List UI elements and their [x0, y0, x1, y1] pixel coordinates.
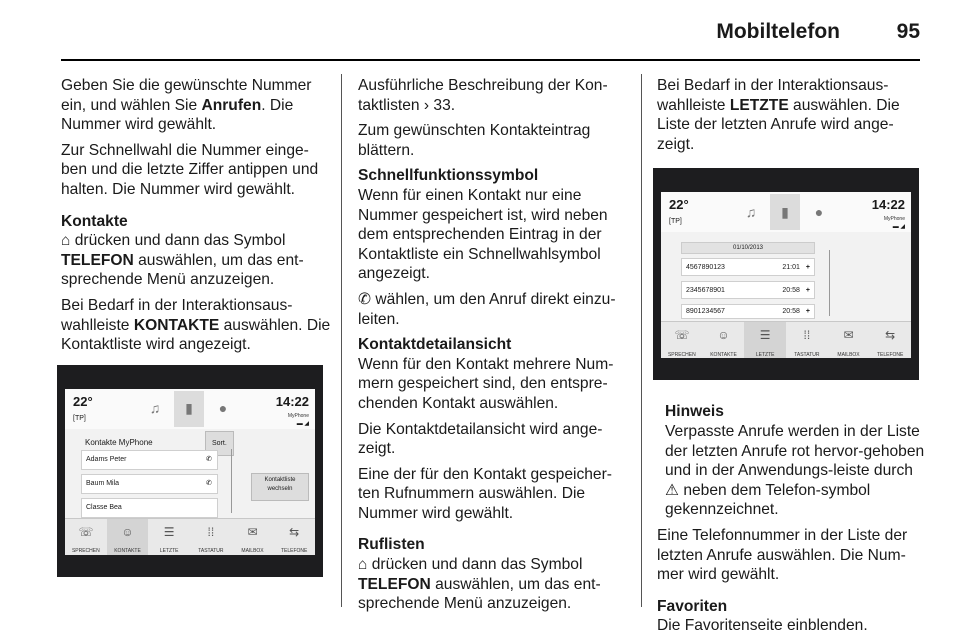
paragraph: ⌂ drücken und dann das Symbol TELEFON auswählen, um das ent-sprechende Menü anzuzeigen.	[358, 556, 601, 613]
tp-label: [TP]	[73, 414, 86, 422]
tab-telefone[interactable]: ⇆ TELEFONE	[876, 328, 904, 358]
scrollbar[interactable]	[829, 250, 830, 316]
warning-icon: ⚠	[665, 481, 679, 499]
screenshot-contacts	[57, 365, 323, 577]
add-icon[interactable]: +	[805, 263, 810, 271]
hint-text: Verpasste Anrufe werden in der Liste der letzten Anrufe rot hervor-gehoben und in der Anwendungs-leiste durch ⚠ neben dem Telefon-symbol gekennzeichnet.	[665, 422, 925, 519]
scrollbar[interactable]	[231, 449, 232, 513]
paragraph: Geben Sie die gewünschte Nummer ein, und wählen Sie Anrufen. Die Nummer wird gewählt.	[61, 77, 312, 134]
temperature: 22°	[669, 197, 689, 213]
phone-icon: ✆	[358, 290, 372, 308]
section-heading: Schnellfunktionssymbol	[358, 167, 539, 185]
phone-icon[interactable]: ✆	[206, 455, 212, 463]
paragraph: Eine Telefonnummer in der Liste der letzten Anrufe auswählen. Die Num-mer wird gewählt.	[657, 526, 908, 584]
tab-letzte[interactable]: ☰ LETZTE	[744, 322, 786, 358]
clock: 14:22	[275, 393, 309, 409]
sort-button[interactable]: Sort.	[205, 431, 234, 457]
tab-sprechen[interactable]: ☏ SPRECHEN	[71, 524, 100, 555]
section-heading-kontakte: Kontakte	[61, 212, 128, 230]
tab-mailbox[interactable]: ✉ MAILBOX	[837, 328, 860, 358]
tab-kontakte[interactable]: ☺ KONTAKTE	[710, 328, 737, 358]
paragraph: Wenn für den Kontakt mehrere Num-mern gespeichert sind, den entspre-chenden Kontakt auswählen.	[358, 355, 614, 412]
paragraph: Ausführliche Beschreibung der Kon-taktlisten › 33.	[358, 77, 608, 114]
phone-icon[interactable]: ▮	[770, 194, 800, 230]
list-item[interactable]: Baum Mila ✆	[81, 474, 218, 494]
paragraph: Eine der für den Kontakt gespeicher-ten Rufnummern auswählen. Die Nummer wird gewählt.	[358, 465, 612, 522]
battery-icon: ▬ ◢	[296, 420, 309, 427]
hint-box	[665, 402, 927, 520]
paragraph: ⌂ drücken und dann das Symbol TELEFON auswählen, um das ent-sprechende Menü anzuzeigen.	[61, 232, 304, 289]
audio-icon[interactable]: ♫	[745, 203, 757, 220]
tab-tastatur[interactable]: ⁞⁞ TASTATUR	[198, 524, 224, 555]
section-heading: Kontaktdetailansicht	[358, 336, 512, 354]
audio-icon[interactable]: ♫	[149, 399, 161, 416]
info-icon[interactable]: ●	[218, 399, 228, 416]
status-bar	[661, 192, 911, 232]
add-icon[interactable]: +	[805, 308, 810, 316]
switch-contact-list-button[interactable]: Kontaktliste wechseln	[251, 473, 309, 501]
date-header: 01/10/2013	[681, 242, 815, 254]
temperature: 22°	[73, 393, 93, 409]
interaction-bar	[661, 321, 911, 358]
paragraph: Die Favoritenseite einblenden.	[657, 617, 868, 635]
paragraph: Zur Schnellwahl die Nummer einge-ben und die letzte Ziffer antippen und halten. Die Nummer wird gewählt.	[61, 141, 319, 198]
home-icon: ⌂	[61, 232, 71, 250]
tab-kontakte[interactable]: ☺ KONTAKTE	[107, 519, 149, 555]
screenshot-recent-calls	[653, 168, 919, 380]
list-item[interactable]: 2345678901 20:58 +	[681, 281, 815, 299]
page-number: 95	[896, 20, 920, 43]
paragraph: ✆ wählen, um den Anruf direkt einzu-leiten.	[358, 290, 616, 328]
list-item[interactable]: 8901234567 20:58 +	[681, 304, 815, 319]
paragraph: Bei Bedarf in der Interaktionsaus-wahlleiste KONTAKTE auswählen. Die Kontaktliste wird angezeigt.	[61, 296, 331, 354]
page-running-title: Mobiltelefon	[716, 20, 840, 43]
status-bar	[65, 389, 315, 429]
list-title: Kontakte MyPhone	[85, 437, 153, 447]
hint-heading: Hinweis	[665, 403, 724, 421]
column-divider	[641, 74, 642, 607]
header-rule	[61, 59, 920, 61]
column-3	[657, 76, 927, 642]
column-1	[61, 76, 331, 577]
phone-icon[interactable]: ✆	[206, 479, 212, 487]
tab-mailbox[interactable]: ✉ MAILBOX	[241, 524, 264, 555]
section-heading: Ruflisten	[358, 536, 425, 554]
info-icon[interactable]: ●	[814, 203, 824, 220]
list-item[interactable]: 4567890123 21:01 +	[681, 258, 815, 276]
tab-letzte[interactable]: ☰ LETZTE	[159, 524, 179, 555]
interaction-bar	[65, 518, 315, 555]
list-item[interactable]: Adams Peter ✆	[81, 450, 218, 470]
section-heading-favoriten: Favoriten	[657, 597, 728, 615]
tab-telefone[interactable]: ⇆ TELEFONE	[280, 524, 308, 555]
add-icon[interactable]: +	[805, 286, 810, 294]
paragraph: Die Kontaktdetailansicht wird ange-zeigt.	[358, 420, 603, 458]
home-icon: ⌂	[358, 556, 368, 574]
paragraph: Zum gewünschten Kontakteintrag blättern.	[358, 122, 591, 159]
tab-sprechen[interactable]: ☏ SPRECHEN	[667, 328, 696, 358]
paragraph: Bei Bedarf in der Interaktionsaus-wahlleiste LETZTE auswählen. Die Liste der letzten Anrufe wird ange-zeigt.	[657, 77, 900, 153]
clock: 14:22	[871, 197, 905, 213]
list-item[interactable]: Classe Bea	[81, 498, 218, 518]
phone-brand: MyPhone	[287, 412, 309, 419]
column-2	[358, 76, 628, 620]
paragraph: Wenn für einen Kontakt nur eine Nummer gespeichert ist, wird neben dem entsprechenden Eintrag in der Kontaktliste ein Schnellwahlsymbol angezeigt.	[358, 186, 608, 283]
column-divider	[341, 74, 342, 607]
battery-icon: ▬ ◢	[892, 224, 905, 231]
phone-icon[interactable]: ▮	[174, 391, 204, 427]
tp-label: [TP]	[669, 218, 682, 226]
phone-brand: MyPhone	[883, 216, 905, 223]
tab-tastatur[interactable]: ⁞⁞ TASTATUR	[794, 328, 820, 358]
